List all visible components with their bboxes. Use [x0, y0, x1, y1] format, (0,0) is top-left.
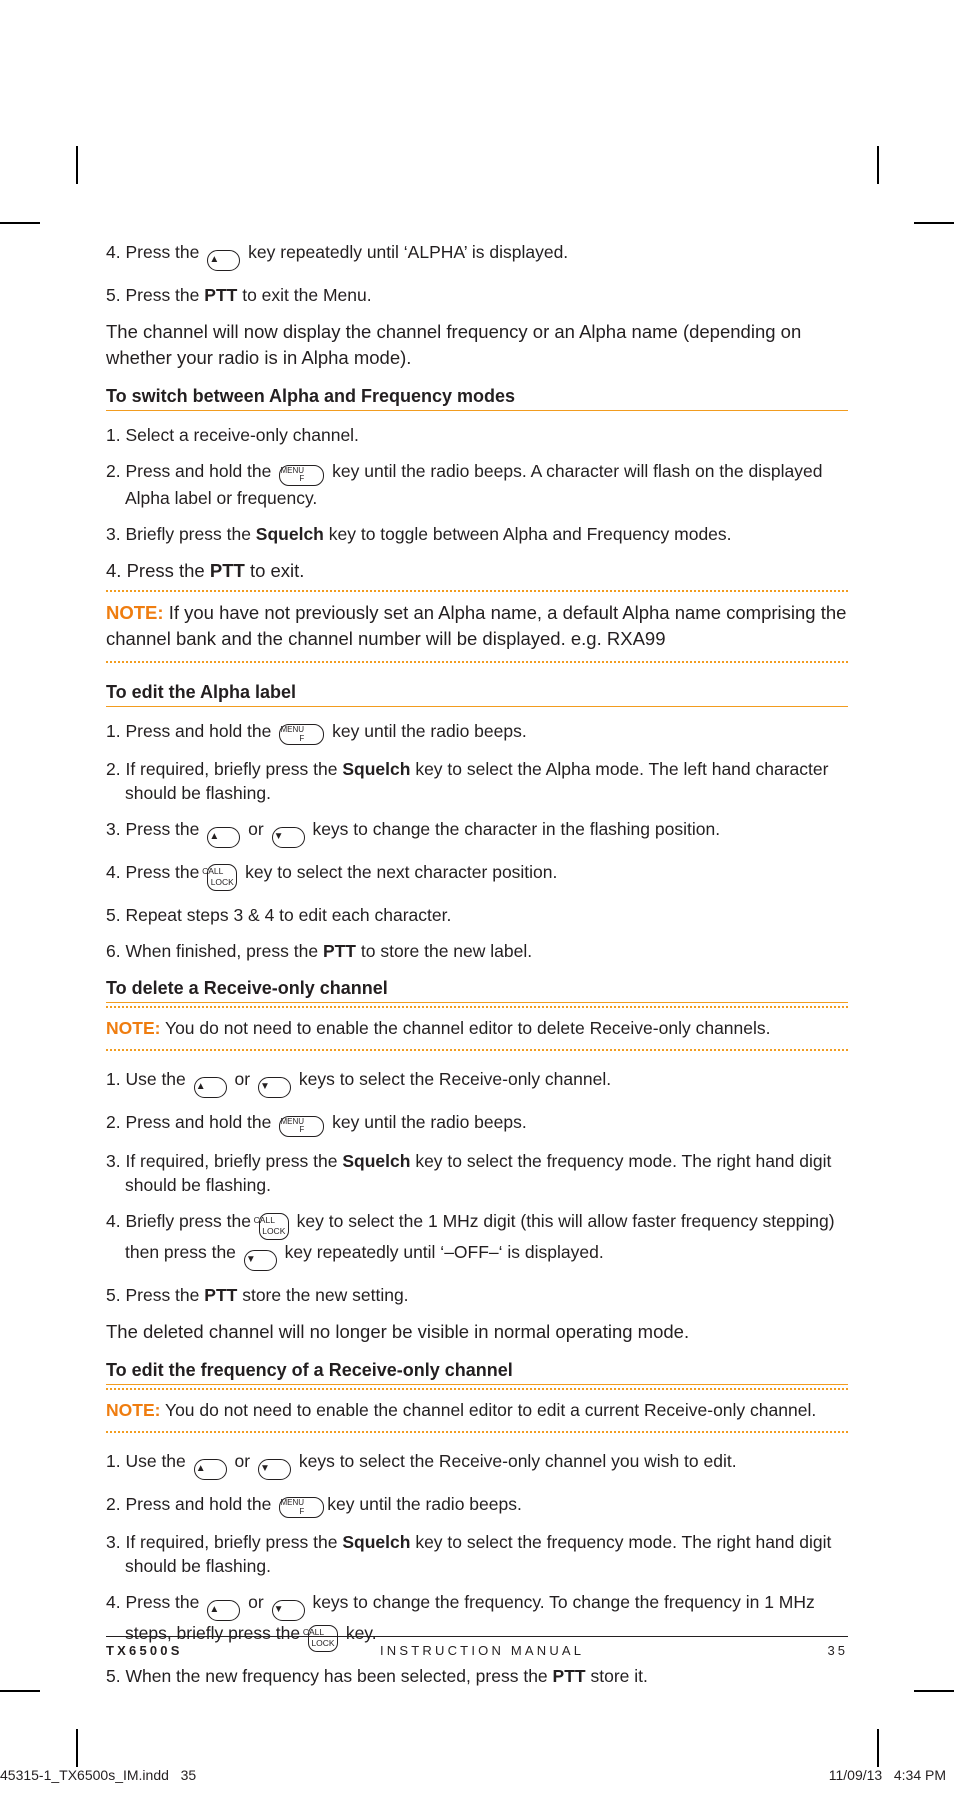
crop-mark [76, 146, 78, 184]
crop-mark [914, 1690, 954, 1692]
down-arrow-key-icon: ▼ [272, 1600, 305, 1621]
step: 1. Select a receive-only channel. [106, 425, 359, 445]
page-content [106, 240, 848, 1700]
up-arrow-key-icon: ▲ [207, 827, 240, 848]
note-text: NOTE: You do not need to enable the channel editor to edit a current Receive-only channel. [106, 1399, 817, 1420]
step: 4. Press the ▲ key repeatedly until ‘ALPHA’ is displayed. [106, 240, 848, 271]
call-lock-key-icon: CALL LOCK [308, 1625, 338, 1652]
step: 6. When finished, press the PTT to store the new label. [106, 941, 533, 961]
step: 5. Press the PTT store the new setting. [106, 1284, 409, 1305]
note-text: NOTE: If you have not previously set an Alpha name, a default Alpha name comprising the channel bank and the channel number will be displayed. e.g. RXA99 [106, 601, 847, 649]
intro-steps [106, 240, 848, 371]
section-heading: To edit the Alpha label [106, 679, 848, 707]
up-arrow-key-icon: ▲ [194, 1459, 227, 1480]
slug-date: 11/09/13 4:34 PM [828, 1767, 946, 1783]
note-label: NOTE: [106, 1018, 161, 1038]
crop-mark [0, 222, 40, 224]
step: 4. Briefly press the CALL LOCK key to select the 1 MHz digit (this will allow faster frequency stepping) then press the ▼ key repeatedly until ‘–OFF–‘ is displayed. [106, 1209, 848, 1271]
note-box [106, 1388, 848, 1433]
crop-mark [877, 1729, 879, 1767]
step: 1. Use the ▲ or ▼ keys to select the Receive-only channel you wish to edit. [106, 1449, 848, 1480]
down-arrow-key-icon: ▼ [258, 1459, 291, 1480]
up-arrow-key-icon: ▲ [207, 1600, 240, 1621]
section-edit-alpha [106, 679, 848, 964]
paragraph: The deleted channel will no longer be visible in normal operating mode. [106, 1320, 690, 1342]
section-switch-modes [106, 383, 848, 663]
footer-model: TX6500S [106, 1643, 183, 1658]
step: 2. Press and hold the MENU F key until the radio beeps. [106, 1110, 848, 1137]
step: 3. Press the ▲ or ▼ keys to change the character in the flashing position. [106, 817, 848, 848]
section-delete-channel [106, 975, 848, 1345]
paragraph: The channel will now display the channel frequency or an Alpha name (depending on whether your radio is in Alpha mode). [106, 321, 802, 368]
menu-key-icon: MENU F [279, 1497, 324, 1518]
section-heading: To switch between Alpha and Frequency modes [106, 383, 848, 411]
step: 1. Use the ▲ or ▼ keys to select the Receive-only channel. [106, 1067, 848, 1098]
step: 5. Press the PTT to exit the Menu. [106, 285, 372, 305]
step: 2. Press and hold the MENU F key until the radio beeps. [106, 1492, 848, 1519]
footer-manual-title: INSTRUCTION MANUAL [380, 1643, 585, 1658]
menu-key-icon: MENU F [279, 465, 324, 486]
note-box [106, 590, 848, 663]
note-box [106, 1006, 848, 1051]
menu-key-icon: MENU F [279, 724, 324, 745]
note-label: NOTE: [106, 1399, 161, 1420]
section-heading: To edit the frequency of a Receive-only channel [106, 1357, 848, 1385]
up-arrow-key-icon: ▲ [194, 1077, 227, 1098]
step: 3. If required, briefly press the Squelch key to select the frequency mode. The right hand digit should be flashing. [106, 1150, 832, 1195]
down-arrow-key-icon: ▼ [244, 1250, 277, 1271]
step: 5. Repeat steps 3 & 4 to edit each character. [106, 905, 452, 925]
crop-mark [76, 1729, 78, 1767]
step: 3. If required, briefly press the Squelch key to select the frequency mode. The right hand digit should be flashing. [106, 1532, 832, 1576]
step: 4. Press the CALL LOCK key to select the next character position. [106, 860, 848, 891]
crop-mark [914, 222, 954, 224]
step: 4. Press the PTT to exit. [106, 559, 305, 581]
step: 4. Press the ▲ or ▼ keys to change the frequency. To change the frequency in 1 MHz steps, briefly press the CALL LOCK key. [106, 1590, 848, 1652]
section-heading: To delete a Receive-only channel [106, 975, 848, 1003]
step: 2. Press and hold the MENU F key until the radio beeps. A character will flash on the displayed Alpha label or frequency. [106, 461, 823, 508]
page-number: 35 [827, 1643, 848, 1658]
crop-mark [0, 1690, 40, 1692]
step: 1. Press and hold the MENU F key until the radio beeps. [106, 719, 848, 746]
note-text: NOTE: You do not need to enable the channel editor to delete Receive-only channels. [106, 1018, 771, 1038]
step: 5. When the new frequency has been selected, press the PTT store it. [106, 1666, 648, 1686]
call-lock-key-icon: CALL LOCK [207, 864, 237, 891]
call-lock-key-icon: CALL LOCK [259, 1213, 289, 1240]
crop-mark [877, 146, 879, 184]
step: 2. If required, briefly press the Squelch key to select the Alpha mode. The left hand character should be flashing. [106, 759, 829, 803]
menu-key-icon: MENU F [279, 1116, 324, 1137]
slug-filename: 45315-1_TX6500s_IM.indd 35 [0, 1767, 197, 1783]
down-arrow-key-icon: ▼ [272, 827, 305, 848]
note-label: NOTE: [106, 601, 164, 623]
step: 3. Briefly press the Squelch key to toggle between Alpha and Frequency modes. [106, 523, 732, 544]
up-arrow-key-icon: ▲ [207, 250, 240, 271]
down-arrow-key-icon: ▼ [258, 1077, 291, 1098]
